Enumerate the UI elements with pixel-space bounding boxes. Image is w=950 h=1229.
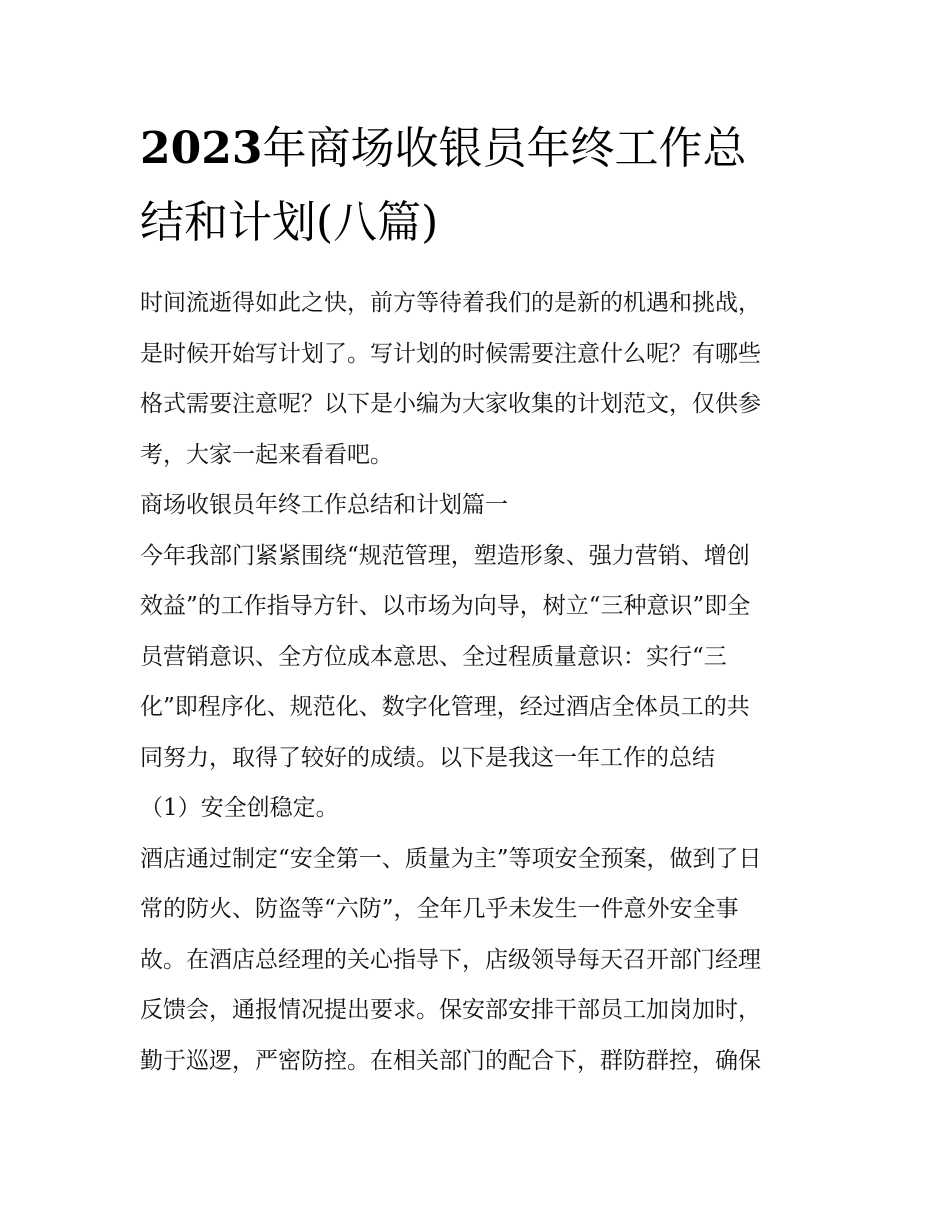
body-line: 今年我部门紧紧围绕“规范管理，塑造形象、强力营销、增创 bbox=[140, 542, 750, 569]
body-line: 化”即程序化、规范化、数字化管理，经过酒店全体员工的共 bbox=[140, 694, 750, 720]
body-line: 勤于巡逻，严密防控。在相关部门的配合下，群防群控，确保 bbox=[140, 1047, 761, 1074]
body-line: 常的防火、防盗等“六防”，全年几乎未发生一件意外安全事 bbox=[140, 896, 739, 922]
title-line-1 bbox=[140, 112, 820, 186]
body-line: 酒店通过制定“安全第一、质量为主”等项安全预案，做到了日 bbox=[140, 845, 762, 872]
body-line: 格式需要注意呢？以下是小编为大家收集的计划范文，仅供参 bbox=[140, 391, 761, 417]
title-line-1-text: 年商场收银员年终工作总 bbox=[262, 123, 747, 174]
body-line: 时间流逝得如此之快，前方等待着我们的是新的机遇和挑战， bbox=[140, 290, 761, 316]
body-line: 反馈会，通报情况提出要求。保安部安排干部员工加岗加时， bbox=[140, 997, 761, 1023]
document-title bbox=[140, 112, 820, 260]
body-line: 效益”的工作指导方针、以市场为向导，树立“三种意识”即全 bbox=[140, 593, 751, 619]
body-line: 故。在酒店总经理的关心指导下，店级领导每天召开部门经理 bbox=[140, 946, 761, 973]
document-body bbox=[140, 278, 820, 1086]
body-line: 是时候开始写计划了。写计划的时候需要注意什么呢？有哪些 bbox=[140, 340, 761, 367]
subsection-heading: （1）安全创稳定。 bbox=[140, 795, 339, 821]
section-heading: 商场收银员年终工作总结和计划篇一 bbox=[140, 492, 508, 518]
title-year: 2023 bbox=[140, 123, 263, 174]
body-line: 同努力，取得了较好的成绩。以下是我这一年工作的总结 bbox=[140, 744, 715, 771]
body-line: 员营销意识、全方位成本意思、全过程质量意识：实行“三 bbox=[140, 643, 727, 670]
title-line-2: 结和计划(八篇) bbox=[140, 197, 439, 248]
body-line: 考，大家一起来看看吧。 bbox=[140, 441, 393, 468]
